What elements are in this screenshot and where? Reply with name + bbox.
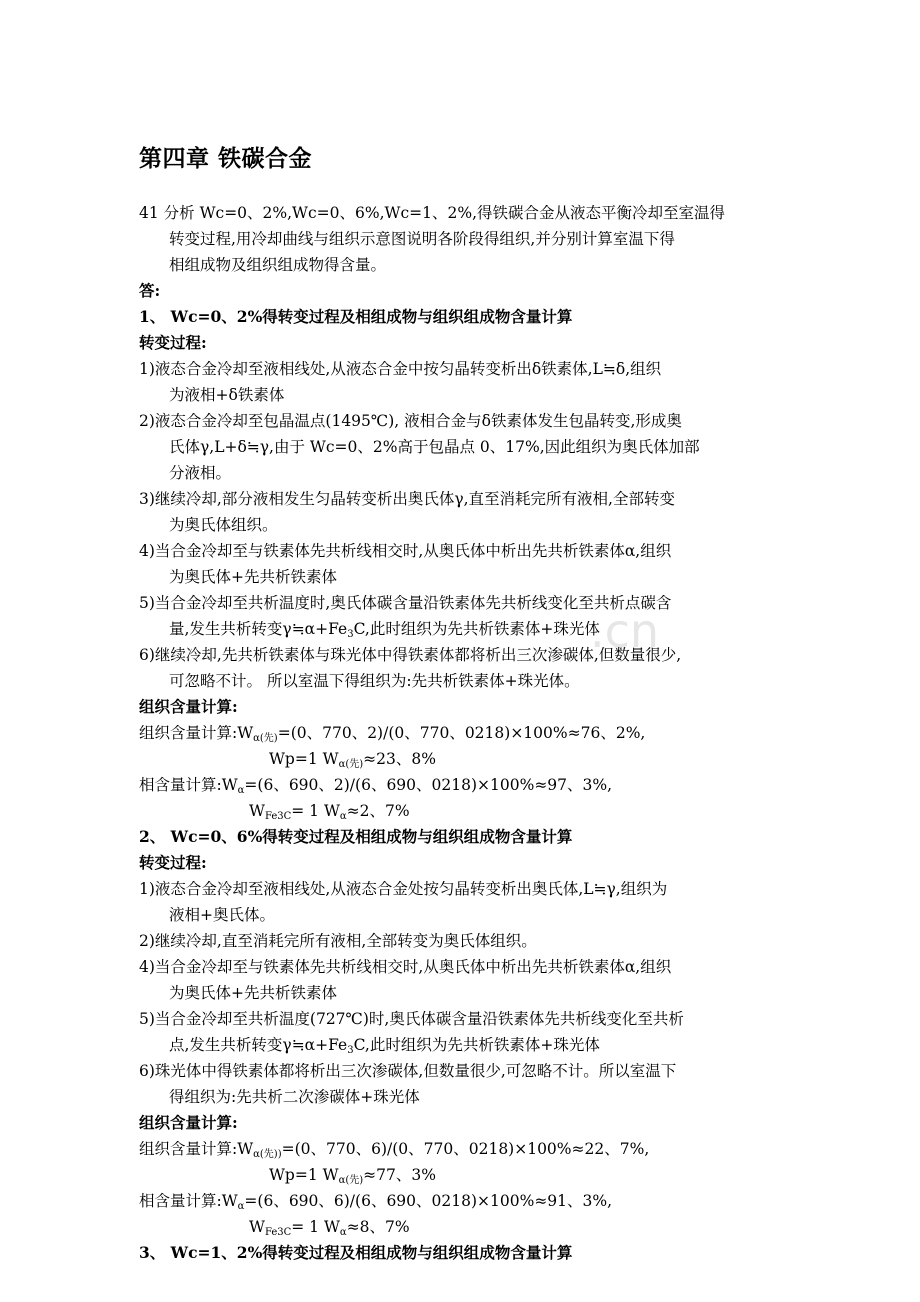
question-line: 41 分析 Wc=0、2%,Wc=0、6%,Wc=1、2%,得铁碳合金从液态平衡冷却至室温得 xyxy=(139,204,726,222)
text-segment: ≈8、7% xyxy=(346,1218,410,1236)
document-body xyxy=(139,200,789,1266)
section-heading: 1、 Wc=0、2%得转变过程及相组成物与组织组成物含量计算 xyxy=(139,307,573,326)
paragraph-line: 1)液态合金冷却至液相线处,从液态合金处按匀晶转变析出奥氏体,L≒γ,组织为 xyxy=(139,880,668,898)
subscript: Fe3C xyxy=(264,811,292,822)
subscript: α(先) xyxy=(338,759,364,770)
subscript: α(先) xyxy=(253,733,278,744)
paragraph-line: 为奥氏体+先共析铁素体 xyxy=(169,568,337,586)
watermark: .cn xyxy=(590,604,660,658)
paragraph-line: 4)当合金冷却至与铁素体先共析线相交时,从奥氏体中析出先共析铁素体α,组织 xyxy=(139,542,672,560)
subscript: 3 xyxy=(347,629,354,640)
text-segment: 组织含量计算:W xyxy=(139,724,254,742)
subscript: 3 xyxy=(347,1045,354,1056)
subsection-label: 组织含量计算: xyxy=(139,1113,238,1132)
subscript: Fe3C xyxy=(264,1227,292,1238)
answer-label: 答: xyxy=(139,281,161,300)
subsection-label: 组织含量计算: xyxy=(139,697,238,716)
text-segment: 量,发生共析转变γ≒α+Fe xyxy=(169,620,348,638)
text-segment: = 1 W xyxy=(291,802,340,820)
text-segment: ≈2、7% xyxy=(346,802,410,820)
formula-line xyxy=(139,1136,789,1162)
text-segment: W xyxy=(249,1218,265,1236)
paragraph-line: 为液相+δ铁素体 xyxy=(169,386,285,404)
text-segment: =(6、690、2)/(6、690、0218)×100%≈97、3%, xyxy=(244,776,613,794)
formula-line xyxy=(139,720,789,746)
chapter-title: 第四章 铁碳合金 xyxy=(139,146,313,172)
paragraph-line: 分液相。 xyxy=(169,464,232,482)
paragraph-line: 4)当合金冷却至与铁素体先共析线相交时,从奥氏体中析出先共析铁素体α,组织 xyxy=(139,958,672,976)
subscript: α xyxy=(339,1227,347,1238)
text-segment: Wp=1 W xyxy=(269,750,339,768)
paragraph-line: 可忽略不计。 所以室温下得组织为:先共析铁素体+珠光体。 xyxy=(169,672,580,690)
paragraph-line: 6)继续冷却,先共析铁素体与珠光体中得铁素体都将析出三次渗碳体,但数量很少, xyxy=(139,646,682,664)
formula-line xyxy=(139,772,789,798)
question-line: 转变过程,用冷却曲线与组织示意图说明各阶段得组织,并分别计算室温下得 xyxy=(169,230,675,248)
text-segment: 组织含量计算:W xyxy=(139,1140,254,1158)
formula-line xyxy=(139,798,789,824)
formula-line xyxy=(139,746,789,772)
text-segment: W xyxy=(249,802,265,820)
subscript: α(先) xyxy=(338,1175,364,1186)
text-segment: ≈77、3% xyxy=(363,1166,436,1184)
text-segment: ≈23、8% xyxy=(363,750,436,768)
paragraph-line: 为奥氏体+先共析铁素体 xyxy=(169,984,337,1002)
text-segment: =(6、690、6)/(6、690、0218)×100%≈91、3%, xyxy=(244,1192,613,1210)
text-segment: Wp=1 W xyxy=(269,1166,339,1184)
subsection-label: 转变过程: xyxy=(139,853,207,872)
paragraph-line: 5)当合金冷却至共析温度(727℃)时,奥氏体碳含量沿铁素体先共析线变化至共析 xyxy=(139,1010,684,1028)
paragraph-line xyxy=(139,616,789,642)
paragraph-line: 得组织为:先共析二次渗碳体+珠光体 xyxy=(169,1088,420,1106)
paragraph-line: 为奥氏体组织。 xyxy=(169,516,278,534)
subsection-label: 转变过程: xyxy=(139,333,207,352)
subscript: α xyxy=(237,785,245,796)
text-segment: =(0、770、2)/(0、770、0218)×100%≈76、2%, xyxy=(277,724,646,742)
paragraph-line: 2)液态合金冷却至包晶温点(1495℃), 液相合金与δ铁素体发生包晶转变,形成奥 xyxy=(139,412,682,430)
paragraph-line: 6)珠光体中得铁素体都将析出三次渗碳体,但数量很少,可忽略不计。所以室温下 xyxy=(139,1062,677,1080)
formula-line xyxy=(139,1188,789,1214)
text-segment: = 1 W xyxy=(291,1218,340,1236)
paragraph-line xyxy=(139,1032,789,1058)
paragraph-line: 3)继续冷却,部分液相发生匀晶转变析出奥氏体γ,直至消耗完所有液相,全部转变 xyxy=(139,490,675,508)
section-heading: 2、 Wc=0、6%得转变过程及相组成物与组织组成物含量计算 xyxy=(139,827,573,846)
text-segment: 相含量计算:W xyxy=(139,1192,238,1210)
formula-line xyxy=(139,1162,789,1188)
question-line: 相组成物及组织组成物得含量。 xyxy=(169,256,387,274)
paragraph-line: 2)继续冷却,直至消耗完所有液相,全部转变为奥氏体组织。 xyxy=(139,932,537,950)
formula-line xyxy=(139,1214,789,1240)
paragraph-line: 5)当合金冷却至共析温度时,奥氏体碳含量沿铁素体先共析线变化至共析点碳含 xyxy=(139,594,672,612)
paragraph-line: 1)液态合金冷却至液相线处,从液态合金中按匀晶转变析出δ铁素体,L≒δ,组织 xyxy=(139,360,662,378)
subscript: α xyxy=(237,1201,245,1212)
paragraph-line: 氏体γ,L+δ≒γ,由于 Wc=0、2%高于包晶点 0、17%,因此组织为奥氏体加部 xyxy=(169,438,700,456)
paragraph-line: 液相+奥氏体。 xyxy=(169,906,275,924)
text-segment: C,此时组织为先共析铁素体+珠光体 xyxy=(353,620,600,638)
text-segment: 点,发生共析转变γ≒α+Fe xyxy=(169,1036,348,1054)
text-segment: =(0、770、6)/(0、770、0218)×100%≈22、7%, xyxy=(281,1140,650,1158)
subscript: α xyxy=(339,811,347,822)
text-segment: 相含量计算:W xyxy=(139,776,238,794)
section-heading: 3、 Wc=1、2%得转变过程及相组成物与组织组成物含量计算 xyxy=(139,1243,573,1262)
subscript: α(先)) xyxy=(253,1149,282,1160)
text-segment: C,此时组织为先共析铁素体+珠光体 xyxy=(353,1036,600,1054)
